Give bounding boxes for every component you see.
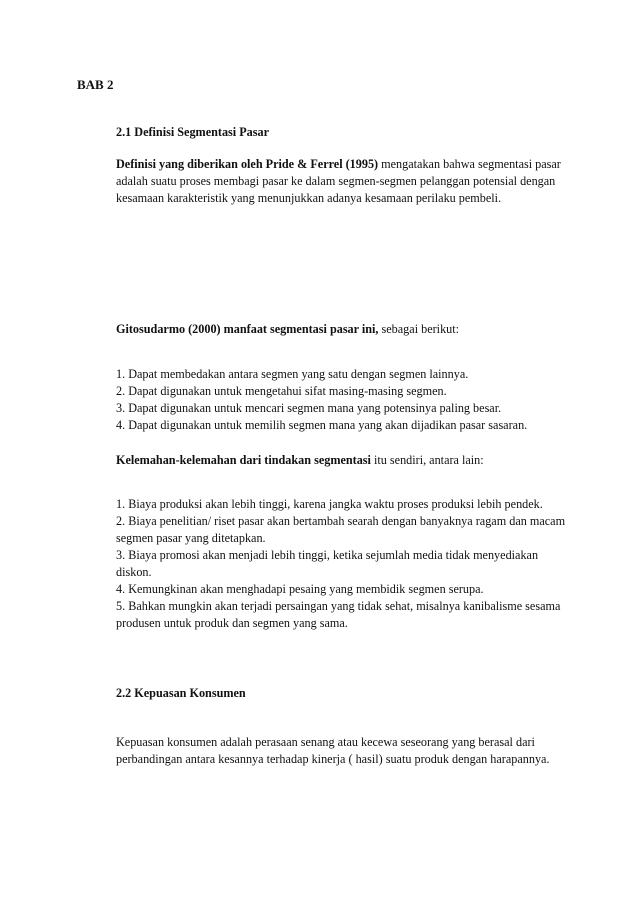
weaknesses-list	[116, 496, 572, 632]
list-item: 3. Dapat digunakan untuk mencari segmen mana yang potensinya paling besar.	[116, 401, 502, 415]
weaknesses-intro-text: itu sendiri, antara lain:	[370, 453, 484, 467]
list-item: 1. Biaya produksi akan lebih tinggi, karena jangka waktu proses produksi lebih pendek.	[116, 497, 543, 511]
satisfaction-paragraph: Kepuasan konsumen adalah perasaan senang atau kecewa seseorang yang berasal dari perbandingan antara kesannya terhadap kinerja ( hasil) suatu produk dengan harapannya.	[116, 735, 550, 766]
benefits-list	[116, 366, 572, 434]
list-item: 1. Dapat membedakan antara segmen yang satu dengan segmen lainnya.	[116, 367, 469, 381]
list-item: 4. Kemungkinan akan menghadapi pesaing yang membidik segmen serupa.	[116, 582, 484, 596]
definition-text: mengatakan bahwa segmentasi pasar adalah suatu proses membagi pasar ke dalam segmen-segmen pelanggan potensial dengan kesamaan karakteristik yang menunjukkan adanya kesamaan perilaku pembeli.	[116, 157, 561, 205]
chapter-title: BAB 2	[77, 77, 114, 92]
definition-paragraph	[116, 156, 572, 207]
weaknesses-intro	[116, 452, 572, 469]
list-item: 2. Biaya penelitian/ riset pasar akan bertambah searah dengan banyaknya ragam dan macam segmen pasar yang ditetapkan.	[116, 514, 566, 545]
definition-source: Definisi yang diberikan oleh Pride & Ferrel (1995)	[116, 157, 379, 171]
benefits-intro	[116, 321, 572, 338]
benefits-intro-text: sebagai berikut:	[378, 322, 460, 336]
list-item: 2. Dapat digunakan untuk mengetahui sifat masing-masing segmen.	[116, 384, 447, 398]
benefits-source: Gitosudarmo (2000) manfaat segmentasi pasar ini,	[116, 322, 379, 336]
weaknesses-source: Kelemahan-kelemahan dari tindakan segmentasi	[116, 453, 371, 467]
list-item: 5. Bahkan mungkin akan terjadi persaingan yang tidak sehat, misalnya kanibalisme sesama produsen untuk produk dan segmen yang sama.	[116, 599, 561, 630]
section-heading-definition: 2.1 Definisi Segmentasi Pasar	[116, 125, 270, 139]
list-item: 3. Biaya promosi akan menjadi lebih tinggi, ketika sejumlah media tidak menyediakan diskon.	[116, 548, 539, 579]
section-heading-satisfaction: 2.2 Kepuasan Konsumen	[116, 686, 246, 700]
list-item: 4. Dapat digunakan untuk memilih segmen mana yang akan dijadikan pasar sasaran.	[116, 418, 528, 432]
